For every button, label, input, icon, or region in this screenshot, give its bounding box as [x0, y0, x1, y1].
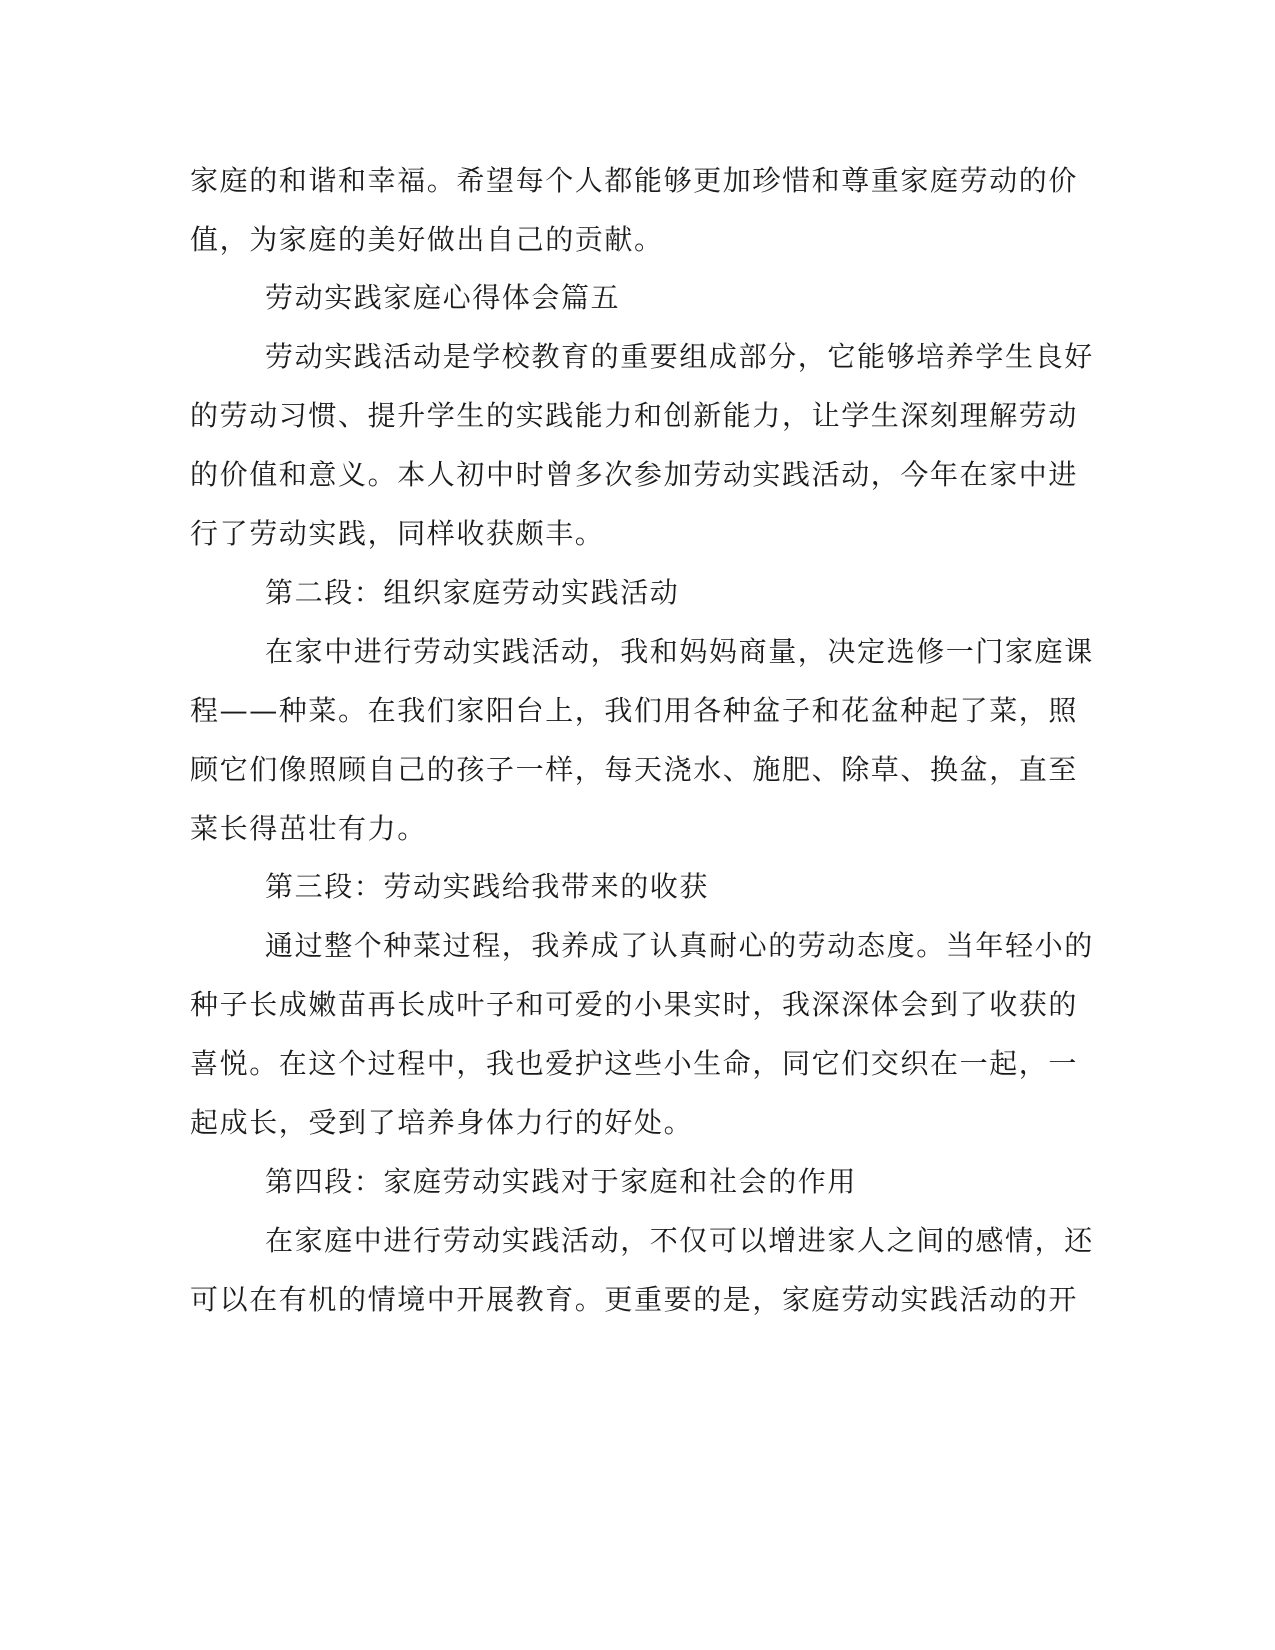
section-heading: 第三段：劳动实践给我带来的收获: [265, 870, 710, 903]
text-line: 行了劳动实践，同样收获颇丰。: [190, 517, 605, 550]
paragraph-first-line: 在家中进行劳动实践活动，我和妈妈商量，决定选修一门家庭课: [265, 635, 1094, 668]
text-line: 值，为家庭的美好做出自己的贡献。: [190, 223, 664, 256]
text-line: 程——种菜。在我们家阳台上，我们用各种盆子和花盆种起了菜，照: [190, 694, 1079, 727]
text-line: 可以在有机的情境中开展教育。更重要的是，家庭劳动实践活动的开: [190, 1283, 1079, 1316]
text-line: 的价值和意义。本人初中时曾多次参加劳动实践活动，今年在家中进: [190, 458, 1079, 491]
section-heading: 第二段：组织家庭劳动实践活动: [265, 576, 680, 609]
section-heading: 劳动实践家庭心得体会篇五: [265, 281, 621, 314]
text-line: 起成长，受到了培养身体力行的好处。: [190, 1106, 694, 1139]
text-line: 的劳动习惯、提升学生的实践能力和创新能力，让学生深刻理解劳动: [190, 399, 1079, 432]
paragraph-first-line: 通过整个种菜过程，我养成了认真耐心的劳动态度。当年轻小的: [265, 929, 1094, 962]
paragraph-first-line: 劳动实践活动是学校教育的重要组成部分，它能够培养学生良好: [265, 340, 1094, 373]
paragraph-first-line: 在家庭中进行劳动实践活动，不仅可以增进家人之间的感情，还: [265, 1224, 1094, 1257]
section-heading: 第四段：家庭劳动实践对于家庭和社会的作用: [265, 1165, 858, 1198]
text-line: 喜悦。在这个过程中，我也爱护这些小生命，同它们交织在一起，一: [190, 1047, 1079, 1080]
text-line: 顾它们像照顾自己的孩子一样，每天浇水、施肥、除草、换盆，直至: [190, 753, 1079, 786]
text-line: 菜长得茁壮有力。: [190, 812, 427, 845]
text-line: 种子长成嫩苗再长成叶子和可爱的小果实时，我深深体会到了收获的: [190, 988, 1079, 1021]
text-line: 家庭的和谐和幸福。希望每个人都能够更加珍惜和尊重家庭劳动的价: [190, 164, 1079, 197]
